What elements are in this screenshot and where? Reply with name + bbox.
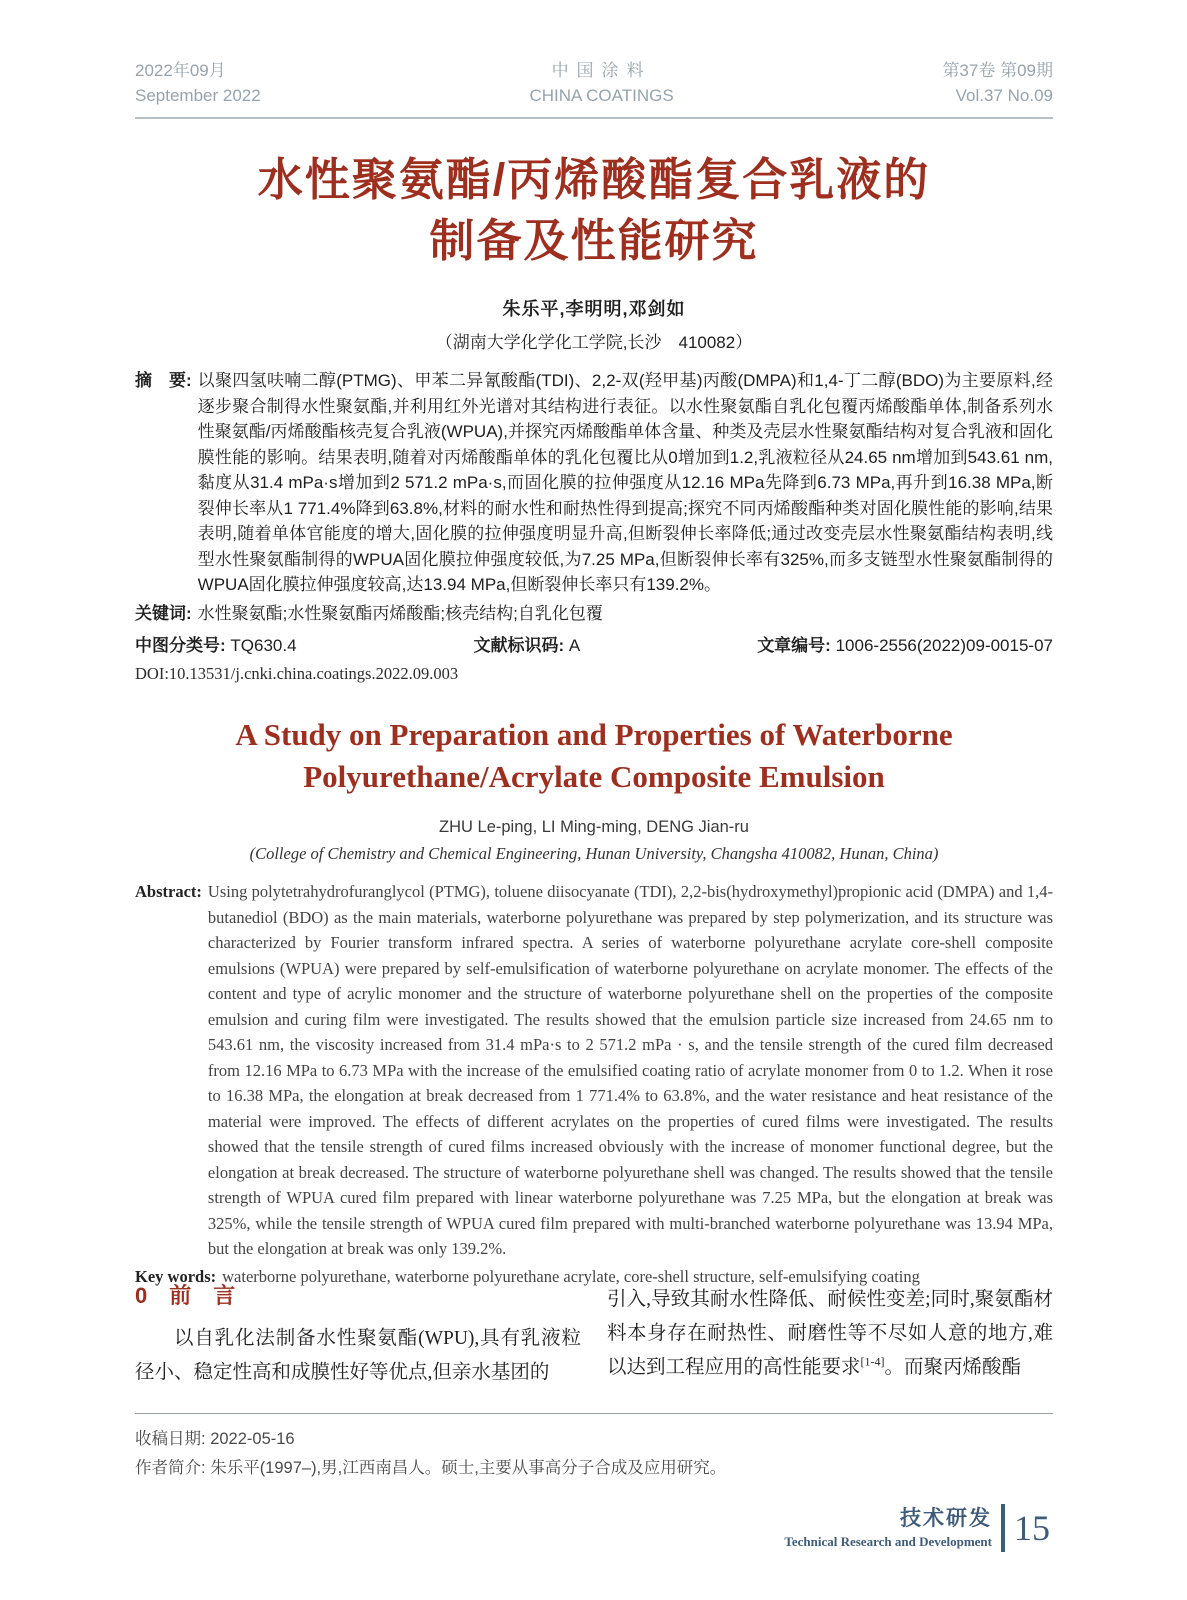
clc-number [135,633,297,658]
author-bio-label: 作者简介: [135,1459,206,1477]
citation-ref: [1-4] [860,1354,885,1369]
abstract-cn-label: 摘 要: [135,371,192,390]
authors-cn: 朱乐平,李明明,邓剑如 [502,299,686,319]
received-date-value: 2022-05-16 [210,1430,295,1448]
paper-title-cn-line2: 制备及性能研究 [429,215,759,266]
journal-header [135,58,1053,119]
keywords-en-label: Key words: [135,1266,217,1286]
abstract-en [135,879,1053,1262]
keywords-cn-text: 水性聚氨酯;水性聚氨酯丙烯酸酯;核壳结构;自乳化包覆 [197,603,603,623]
abstract-en-text: Using polytetrahydrofuranglycol (PTMG), toluene diisocyanate (TDI), 2,2-bis(hydroxymethyl)propionic acid (DMPA) and 1,4-butanediol (BDO) as the main materials, waterborne polyurethane was prepared by step polymerization, and its structure was characterized by Fourier transform infrared spectra. A series of waterborne polyurethane acrylate core-shell composite emulsions (WPUA) were prepared by self-emulsification of waterborne polyurethane on acrylate monomer. The effects of the content and type of acrylic monomer and the structure of waterborne polyurethane shell on the properties of the composite emulsion and curing film were investigated. The results showed that the emulsion particle size increased from 24.65 nm to 543.61 nm, the viscosity increased from 31.4 mPa·s to 2 571.2 mPa · s, and the tensile strength of the cured film decreased from 12.16 MPa to 6.73 MPa with the increase of the emulsified coating ratio of acrylate monomer from 0 to 1.2. When it rose to 16.38 MPa, the elongation at break decreased from 1 771.4% to 63.8%, and the water resistance and heat resistance of the material were improved. The effects of different acrylates on the properties of cured films were investigated. The results showed that the tensile strength of cured films increased obviously with the increase of monomer functional degree, but the elongation at break decreased. The structure of waterborne polyurethane shell was changed. The results showed that the tensile strength of WPUA cured film prepared with linear waterborne polyurethane was 7.25 MPa, but the elongation at break was 325%, while the tensile strength of WPUA cured film prepared with multi-branched waterborne polyurethane was 13.94 MPa, but the elongation at break was only 139.2%. [207,882,1053,1258]
article-id-label: 文章编号: [757,636,831,655]
paper-title-en [135,714,1053,798]
classification-row [135,633,1053,658]
author-bio-line [135,1454,1053,1483]
keywords-cn-label: 关键词: [135,603,192,623]
article-id-value: 1006-2556(2022)09-0015-07 [835,636,1053,655]
keywords-cn [135,601,1053,627]
author-bio-value: 朱乐平(1997–),男,江西南昌人。硕士,主要从事高分子合成及应用研究。 [210,1459,727,1477]
received-date-label: 收稿日期: [135,1430,206,1448]
footer-section-en: Technical Research and Development [784,1533,992,1549]
page-number: 15 [1014,1508,1050,1548]
footer-divider-bar [1001,1504,1005,1552]
header-date-en: September 2022 [135,86,261,105]
header-journal [529,58,673,108]
intro-right-column [607,1283,1053,1390]
header-journal-cn: 中国涂料 [551,61,652,80]
intro-left-column [135,1283,581,1390]
footer-section [784,1507,992,1550]
footer-section-cn: 技术研发 [900,1506,992,1530]
clc-label: 中图分类号: [135,636,226,655]
doi: DOI:10.13531/j.cnki.china.coatings.2022.09.003 [135,664,459,683]
paper-title-en-line1: A Study on Preparation and Properties of Waterborne [235,717,953,752]
intro-right-text: 引入,导致其耐水性降低、耐候性变差;同时,聚氨酯材料本身存在耐热性、耐磨性等不尽如人意的地方,难以达到工程应用的高性能要求 [607,1289,1053,1378]
affiliation-en: (College of Chemistry and Chemical Engineering, Hunan University, Changsha 410082, Hunan, China) [249,844,939,863]
introduction-section [135,1283,1053,1390]
intro-heading: 0 前 言 [135,1283,236,1308]
affiliation-cn: （湖南大学化学化工学院,长沙 410082） [435,333,753,352]
header-issue-en: Vol.37 No.09 [955,86,1053,105]
page-footer [784,1504,1050,1552]
header-journal-en: CHINA COATINGS [529,86,674,105]
doc-code-label: 文献标识码: [473,636,565,655]
paper-title-cn [135,149,1053,271]
abstract-en-label: Abstract: [135,882,202,901]
intro-right-tail: 。而聚丙烯酸酯 [884,1357,1022,1378]
article-id [757,633,1053,658]
clc-value: TQ630.4 [230,636,297,655]
abstract-cn-text: 以聚四氢呋喃二醇(PTMG)、甲苯二异氰酸酯(TDI)、2,2-双(羟甲基)丙酸(DMPA)和1,4-丁二醇(BDO)为主要原料,经逐步聚合制得水性聚氨酯,并利用红外光谱对其结构进行表征。以水性聚氨酯自乳化包覆丙烯酸酯单体,制备系列水性聚氨酯/丙烯酸酯核壳复合乳液(WPUA),并探究丙烯酸酯单体含量、种类及壳层水性聚氨酯结构对复合乳液和固化膜性能的影响。结果表明,随着对丙烯酸酯单体的乳化包覆比从0增加到1.2,乳液粒径从24.65 nm增加到543.61 nm,黏度从31.4 mPa·s增加到2 571.2 mPa·s,而固化膜的拉伸强度从12.16 MPa先降到6.73 MPa,再升到16.38 MPa,断裂伸长率从1 771.4%降到63.8%,材料的耐水性和耐热性得到提高;探究不同丙烯酸酯种类对固化膜性能的影响,结果表明,随着单体官能度的增大,固化膜的拉伸强度明显升高,但断裂伸长率降低;通过改变壳层水性聚氨酯结构表明,线型水性聚氨酯制得的WPUA固化膜拉伸强度较低,为7.25 MPa,但断裂伸长率有325%,而多支链型水性聚氨酯制得的WPUA固化膜拉伸强度较高,达13.94 MPa,但断裂伸长率只有139.2%。 [197,371,1053,594]
doc-code-value: A [568,636,581,655]
intro-left-paragraph: 以自乳化法制备水性聚氨酯(WPU),具有乳液粒径小、稳定性高和成膜性好等优点,但亲水基团的 [135,1328,581,1383]
paper-title-en-line2: Polyurethane/Acrylate Composite Emulsion [303,759,885,794]
paper-title-cn-line1: 水性聚氨酯/丙烯酸酯复合乳液的 [257,154,931,205]
authors-en: ZHU Le-ping, LI Ming-ming, DENG Jian-ru [439,818,749,836]
header-date-cn: 2022年09月 [135,61,226,80]
header-issue-cn: 第37卷 第09期 [942,61,1053,80]
header-issue [942,58,1053,108]
keywords-en-text: waterborne polyurethane, waterborne polyurethane acrylate, core-shell structure, self-emulsifying coating [222,1266,920,1286]
intro-right-paragraph [607,1283,1053,1385]
received-date-line [135,1425,1053,1454]
header-date [135,58,261,108]
footnote-area [135,1413,1053,1483]
doc-code [474,633,581,658]
abstract-cn [135,368,1053,598]
